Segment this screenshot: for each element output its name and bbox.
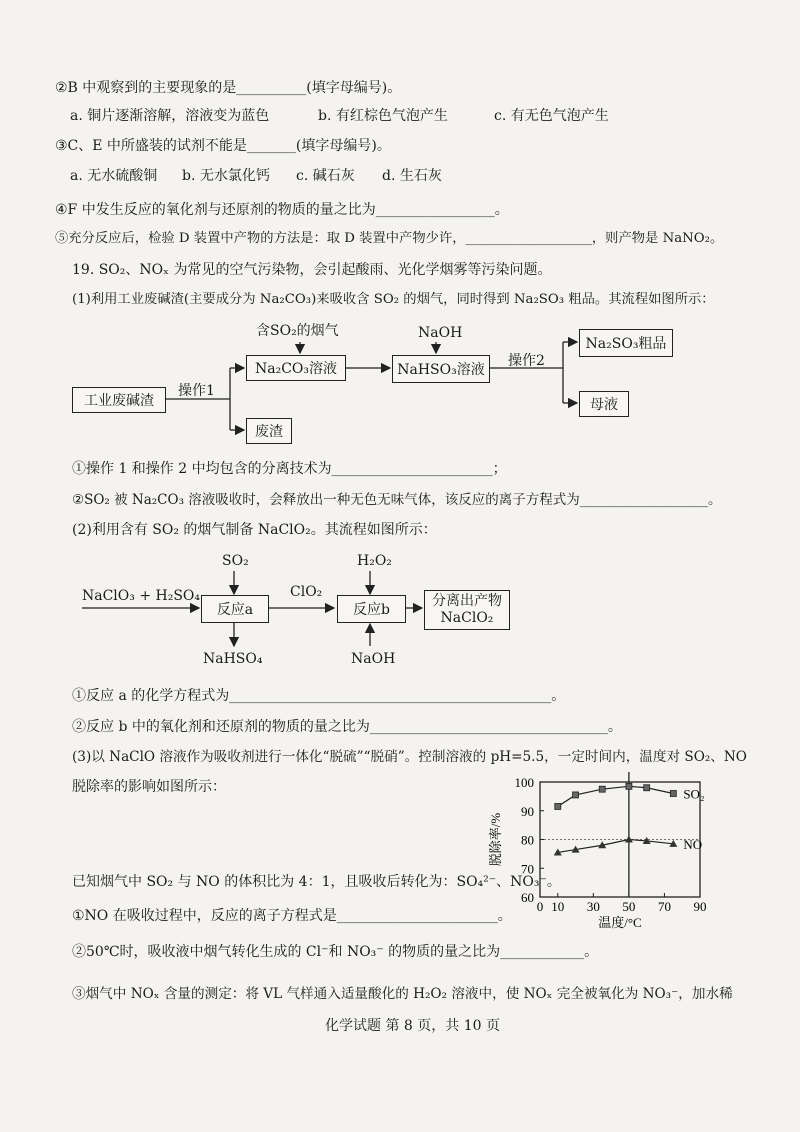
naoh-label: NaOH xyxy=(351,651,396,667)
option-c: c. 有无色气泡产生 xyxy=(494,108,609,124)
product-line-1: 分离出产物 xyxy=(432,593,502,609)
q-b-phenomenon: ②B 中观察到的主要现象的是__________(填字母编号)。 xyxy=(55,80,402,96)
q19-3-nox-measure: ③烟气中 NOₓ 含量的测定：将 VL 气样通入适量酸化的 H₂O₂ 溶液中，使 NOₓ 完全被氧化为 NO₃⁻，加水稀 xyxy=(72,986,733,1002)
x-tick-label: 0 xyxy=(536,899,544,914)
product-box: Na₂SO₃粗品 xyxy=(579,329,673,357)
q-d-test: ⑤充分反应后，检验 D 装置中产物的方法是：取 D 装置中产物少许，___________________，则产物是 NaNO₂。 xyxy=(55,231,724,246)
y-tick-label: 60 xyxy=(521,890,534,905)
q19-1-ionic-equation: ②SO₂ 被 Na₂CO₃ 溶液吸收时，会释放出一种无色无味气体，该反应的离子方程式为___________________。 xyxy=(72,492,722,508)
option-b: b. 无水氯化钙 xyxy=(182,168,270,184)
option-a: a. 无水硫酸铜 xyxy=(70,168,158,184)
q19-2-equation: ①反应 a 的化学方程式为______________________________________________。 xyxy=(72,688,566,704)
x-axis-label: 温度/°C xyxy=(598,915,642,930)
option-b: b. 有红棕色气泡产生 xyxy=(318,108,448,124)
so2-point xyxy=(555,803,561,809)
naoh-label: NaOH xyxy=(418,325,463,341)
reactants-label: NaClO₃ + H₂SO₄ xyxy=(82,588,201,604)
x-tick-label: 70 xyxy=(657,899,671,914)
option-d: d. 生石灰 xyxy=(382,168,442,184)
question-19-title: 19. SO₂、NOₓ 为常见的空气污染物，会引起酸雨、光化学烟雾等污染问题。 xyxy=(72,262,552,278)
q19-part2-intro: (2)利用含有 SO₂ 的烟气制备 NaClO₂。其流程如图所示： xyxy=(72,522,437,538)
q-f-ratio: ④F 中发生反应的氧化剂与还原剂的物质的量之比为_________________。 xyxy=(55,202,509,218)
option-c: c. 碱石灰 xyxy=(296,168,355,184)
y-tick-label: 80 xyxy=(521,832,534,848)
nahso4-label: NaHSO₄ xyxy=(203,651,263,667)
x-tick-label: 90 xyxy=(693,899,707,914)
y-tick-label: 90 xyxy=(521,803,534,819)
page-footer: 化学试题 第 8 页，共 10 页 xyxy=(325,1018,500,1034)
nahso3-box: NaHSO₃溶液 xyxy=(392,355,490,383)
so2-point xyxy=(626,783,632,789)
na2co3-box: Na₂CO₃溶液 xyxy=(246,355,346,381)
residue-box: 废渣 xyxy=(246,418,292,444)
y-tick-label: 100 xyxy=(514,775,534,790)
q-ce-reagent: ③C、E 中所盛装的试剂不能是_______(填字母编号)。 xyxy=(55,138,391,154)
q19-part3-intro-cont: 脱除率的影响如图所示： xyxy=(72,779,226,795)
operation-2-label: 操作2 xyxy=(508,353,545,369)
q19-3-no-equation: ①NO 在吸收过程中，反应的离子方程式是_______________________。 xyxy=(72,908,512,924)
x-tick-label: 50 xyxy=(622,899,636,914)
q19-2-ratio: ②反应 b 中的氧化剂和还原剂的物质的量之比为__________________________________。 xyxy=(72,719,622,735)
q19-3-ratio: ②50℃时，吸收液中烟气转化生成的 Cl⁻和 NO₃⁻ 的物质的量之比为____________。 xyxy=(72,944,599,960)
q19-3-known: 已知烟气中 SO₂ 与 NO 的体积比为 4：1，且吸收后转化为：SO₄²⁻、NO₃⁻。 xyxy=(72,874,561,890)
clo2-label: ClO₂ xyxy=(290,584,323,600)
mother-liquor-box: 母液 xyxy=(579,391,629,417)
h2o2-label: H₂O₂ xyxy=(357,553,392,569)
x-tick-label: 10 xyxy=(551,899,565,914)
series-label: SO₂ xyxy=(683,786,705,802)
x-tick-label: 30 xyxy=(586,899,600,914)
q19-part1-intro: (1)利用工业废碱渣(主要成分为 Na₂CO₃)来吸收含 SO₂ 的烟气，同时得到 Na₂SO₃ 粗品。其流程如图所示： xyxy=(72,292,715,307)
reaction-b-box: 反应b xyxy=(337,595,406,623)
source-box: 工业废碱渣 xyxy=(72,387,166,413)
no-point xyxy=(625,836,633,843)
series-label: NO xyxy=(683,836,703,852)
so2-point xyxy=(670,791,676,797)
so2-label: SO₂ xyxy=(222,553,249,569)
q19-part3-intro: (3)以 NaClO 溶液作为吸收剂进行一体化“脱硫”“脱硝”。控制溶液的 pH=5.5，一定时间内，温度对 SO₂、NO xyxy=(72,749,747,765)
q19-1-separation: ①操作 1 和操作 2 中均包含的分离技术为_______________________； xyxy=(72,461,507,477)
y-tick-label: 70 xyxy=(521,861,534,877)
product-line-2: NaClO₂ xyxy=(440,610,494,626)
option-a: a. 铜片逐渐溶解，溶液变为蓝色 xyxy=(70,108,270,124)
reaction-a-box: 反应a xyxy=(201,595,269,623)
flue-gas-label: 含SO₂的烟气 xyxy=(256,323,339,339)
so2-point xyxy=(599,786,605,792)
so2-point xyxy=(573,792,579,798)
so2-point xyxy=(644,785,650,791)
operation-1-label: 操作1 xyxy=(178,383,215,399)
y-axis-label: 脱除率/% xyxy=(488,812,503,867)
